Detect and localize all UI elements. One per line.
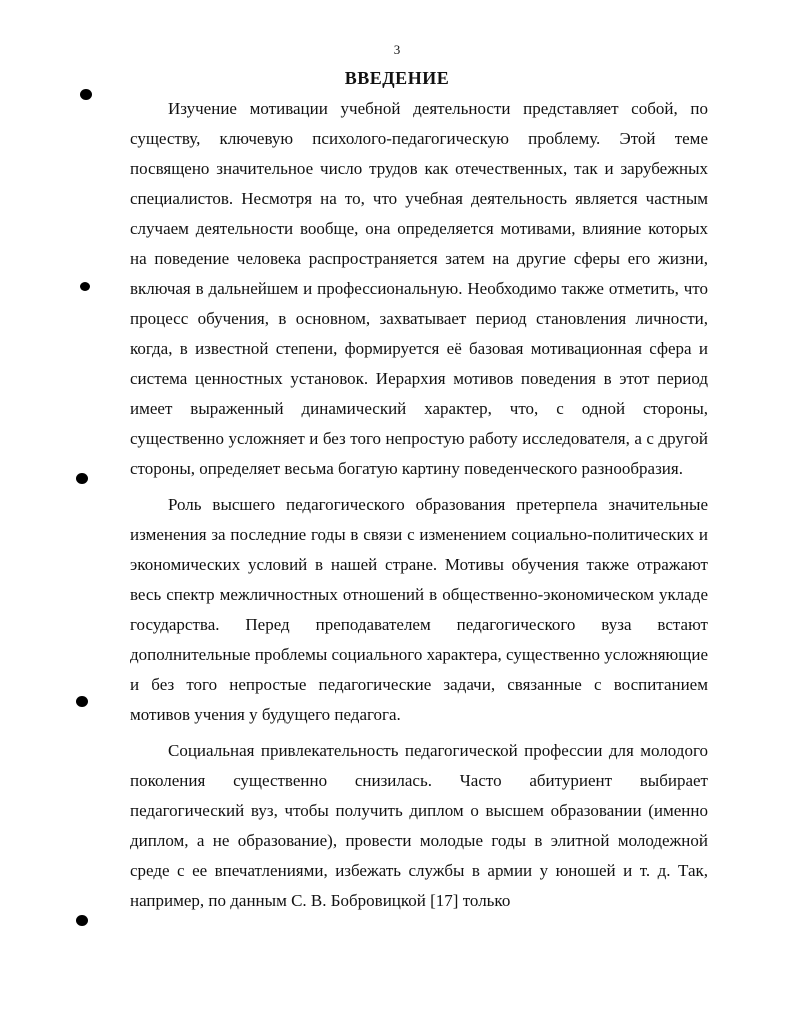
page-title: ВВЕДЕНИЕ: [344, 68, 450, 88]
punch-hole-mark: [80, 282, 90, 291]
page-number: 3: [393, 42, 401, 57]
paragraph: Роль высшего педагогического образования претерпела значительные изменения за последние годы в связи с изменением социально-политических и экономических условий в нашей стране. Мотивы обучения также отражают весь спектр межличностных отношений в общественно-экономическом укладе государства. Перед преподавателем педагогического вуза встают дополнительные проблемы социального характера, существенно усложняющие и без того непростые педагогические задачи, связанные с воспитанием мотивов учения у будущего педагога.: [130, 495, 708, 724]
punch-hole-mark: [80, 89, 92, 100]
punch-hole-mark: [76, 696, 88, 707]
body-text: [130, 94, 708, 922]
paragraph: Изучение мотивации учебной деятельности представляет собой, по существу, ключевую психолого-педагогическую проблему. Этой теме посвящено значительное число трудов как отечественных, так и зарубежных специалистов. Несмотря на то, что учебная деятельность является частным случаем деятельности вообще, она определяется мотивами, влияние которых на поведение человека распространяется затем на другие сферы его жизни, включая в дальнейшем и профессиональную. Необходимо также отметить, что процесс обучения, в основном, захватывает период становления личности, когда, в известной степени, формируется её базовая мотивационная сфера и система ценностных установок. Иерархия мотивов поведения в этот период имеет выраженный динамический характер, что, с одной стороны, существенно усложняет и без того непростую работу исследователя, а с другой стороны, определяет весьма богатую картину поведенческого разнообразия.: [130, 99, 708, 478]
paragraph: Социальная привлекательность педагогической профессии для молодого поколения существенно снизилась. Часто абитуриент выбирает педагогический вуз, чтобы получить диплом о высшем образовании (именно диплом, а не образование), провести молодые годы в элитной молодежной среде с ее впечатлениями, избежать службы в армии у юношей и т. д. Так, например, по данным С. В. Бобровицкой [17] только: [130, 741, 708, 910]
punch-hole-mark: [76, 473, 88, 484]
punch-hole-mark: [76, 915, 88, 926]
